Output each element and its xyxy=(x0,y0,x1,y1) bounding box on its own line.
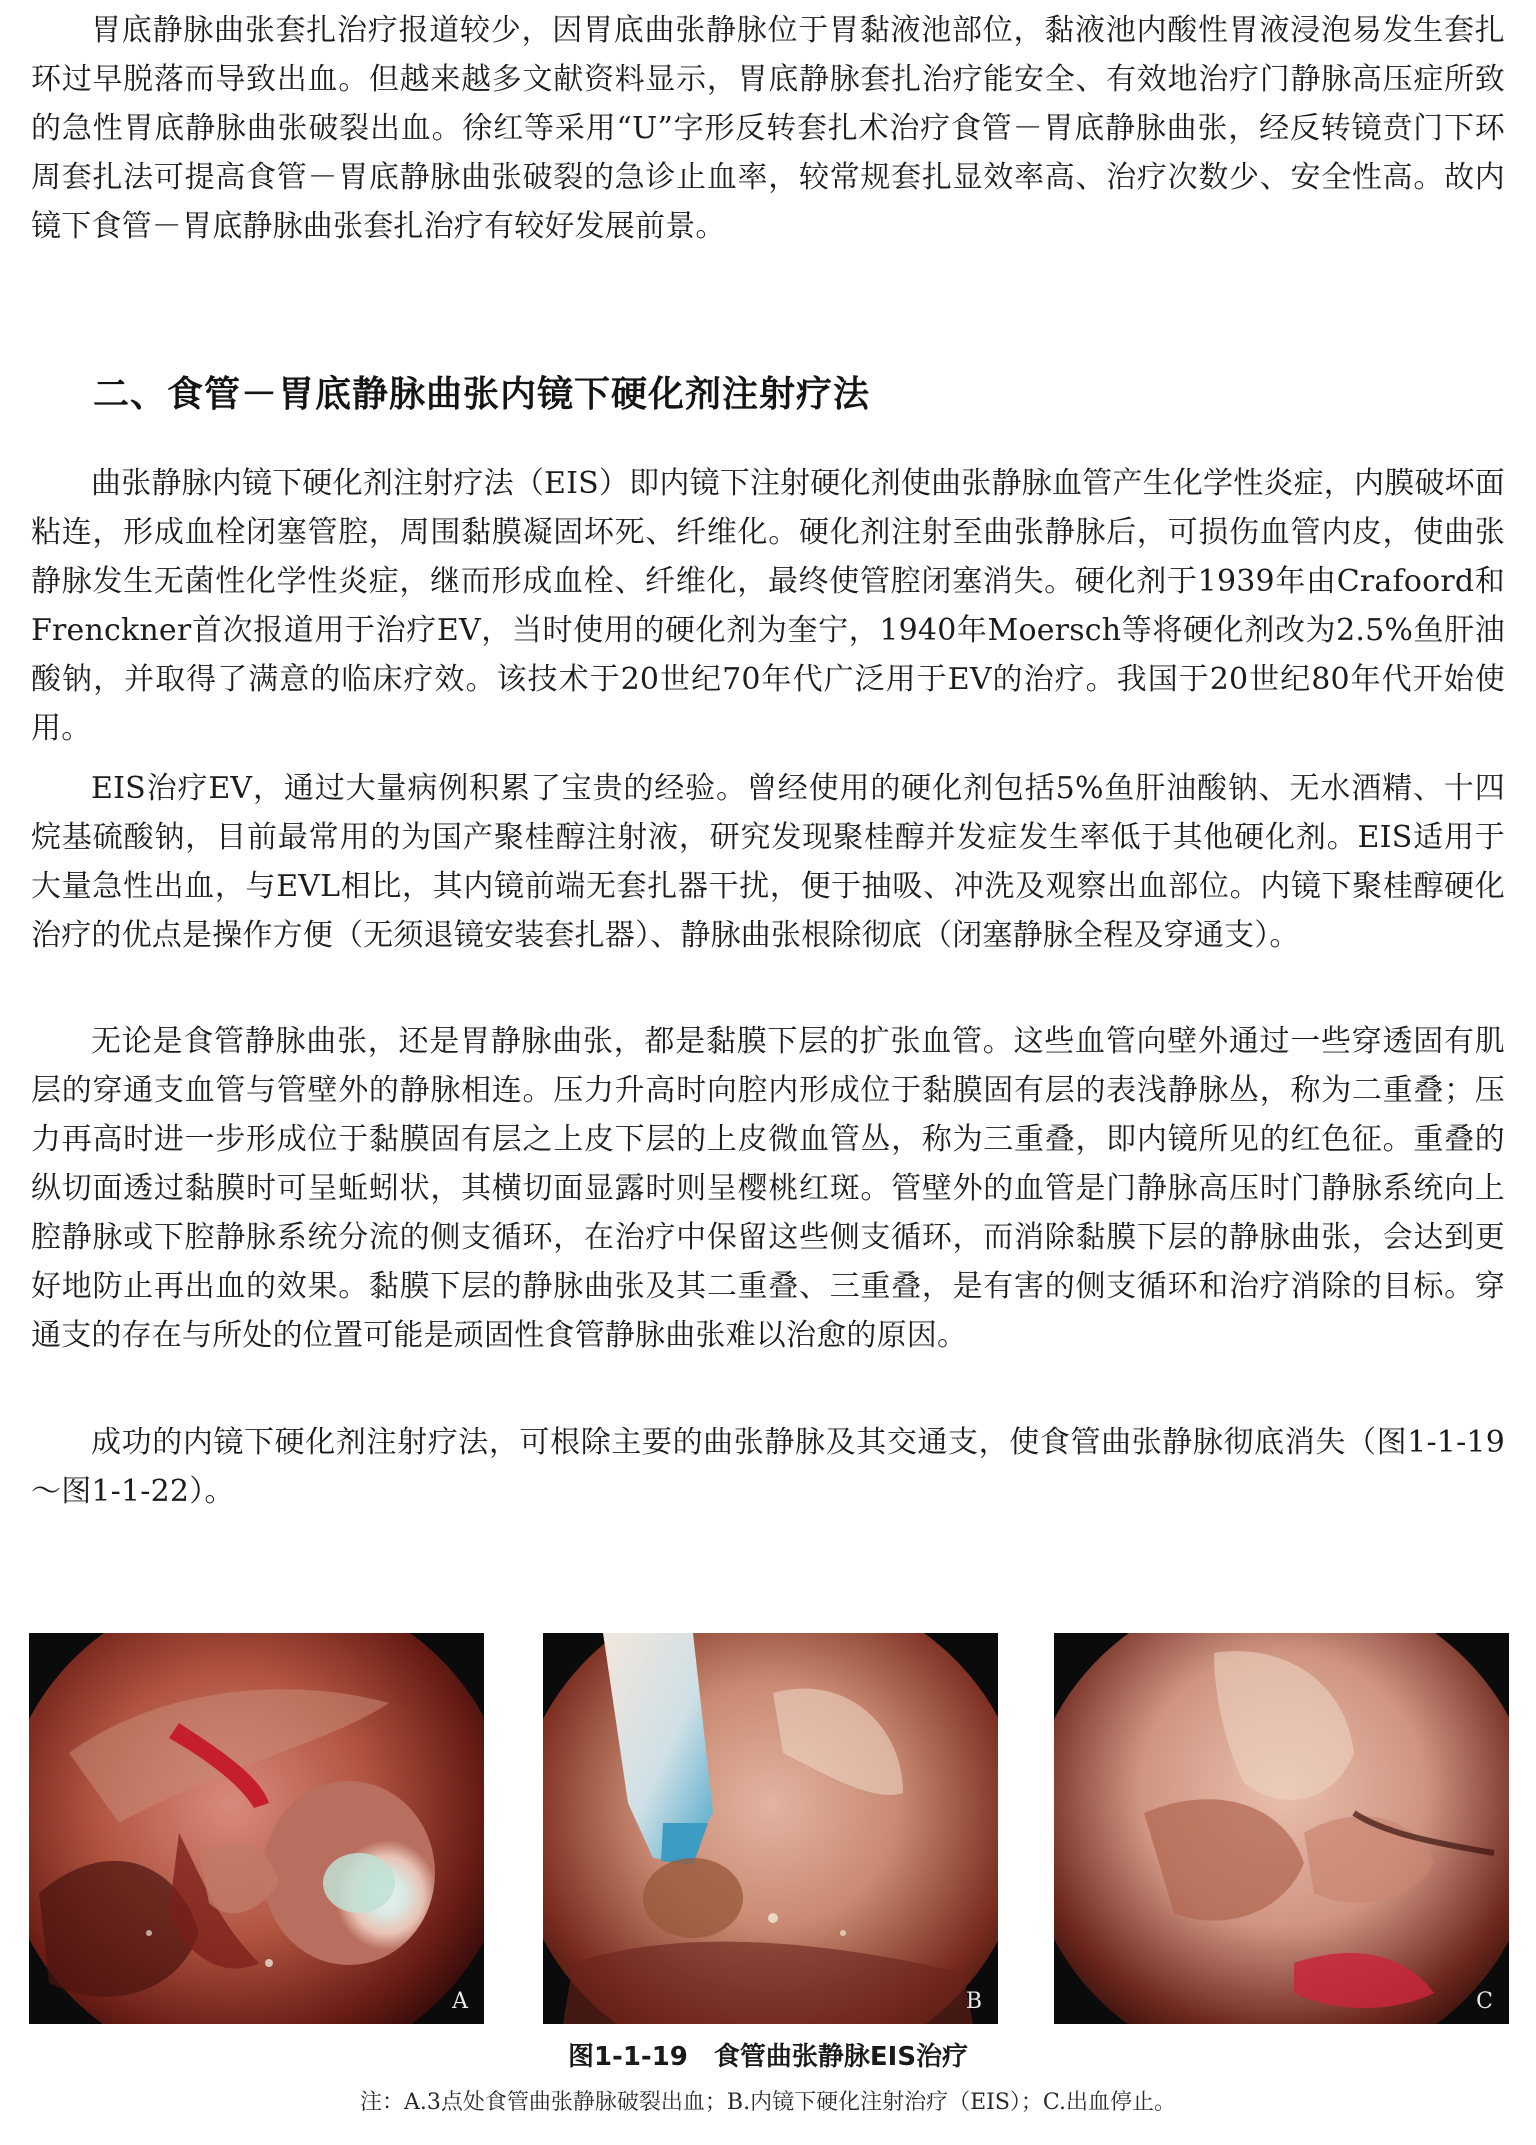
figure-note: 注：A.3点处食管曲张静脉破裂出血；B.内镜下硬化注射治疗（EIS）；C.出血停止。 xyxy=(360,2090,1176,2115)
panel-label-a: A xyxy=(452,1989,468,2014)
figure-caption xyxy=(0,2040,1536,2074)
paragraph-eis-success: 成功的内镜下硬化剂注射疗法，可根除主要的曲张静脉及其交通支，使食管曲张静脉彻底消失（图1-1-19 ～图1-1-22）。 xyxy=(31,1425,1505,1509)
section-heading: 二、食管－胃底静脉曲张内镜下硬化剂注射疗法 xyxy=(93,374,871,415)
paragraph-varix-anatomy: 无论是食管静脉曲张，还是胃静脉曲张，都是黏膜下层的扩张血管。这些血管向壁外通过一些穿透固有肌层的穿通支血管与管壁外的静脉相连。压力升高时向腔内形成位于黏膜固有层的表浅静脉丛，称为二重叠；压力再高时进一步形成位于黏膜固有层之上皮下层的上皮微血管丛，称为三重叠，即内镜所见的红色征。重叠的纵切面透过黏膜时可呈蚯蚓状，其横切面显露时则呈樱桃红斑。管壁外的血管是门静脉高压时门静脉系统向上腔静脉或下腔静脉系统分流的侧支循环，在治疗中保留这些侧支循环，而消除黏膜下层的静脉曲张，会达到更好地防止再出血的效果。黏膜下层的静脉曲张及其二重叠、三重叠，是有害的侧支循环和治疗消除的目标。穿通支的存在与所处的位置可能是顽固性食管静脉曲张难以治愈的原因。 xyxy=(31,1024,1505,1353)
panel-label-c: C xyxy=(1476,1989,1493,2014)
panel-label-b: B xyxy=(965,1989,982,2014)
endoscopy-photo-c xyxy=(1054,1633,1509,2024)
figure-1-1-19 xyxy=(29,1633,1509,2024)
paragraph-gastric-varix-ligation: 胃底静脉曲张套扎治疗报道较少，因胃底曲张静脉位于胃黏液池部位，黏液池内酸性胃液浸泡易发生套扎环过早脱落而导致出血。但越来越多文献资料显示，胃底静脉套扎治疗能安全、有效地治疗门静脉高压症所致的急性胃底静脉曲张破裂出血。徐红等采用“U”字形反转套扎术治疗食管－胃底静脉曲张，经反转镜贲门下环周套扎法可提高食管－胃底静脉曲张破裂的急诊止血率，较常规套扎显效率高、治疗次数少、安全性高。故内镜下食管－胃底静脉曲张套扎治疗有较好发展前景。 xyxy=(31,13,1505,244)
figure-title: 食管曲张静脉EIS治疗 xyxy=(713,2042,969,2072)
endoscopy-image-a xyxy=(29,1633,484,2024)
figure-number: 图1-1-19 xyxy=(567,2042,688,2072)
paragraph-eis-definition: 曲张静脉内镜下硬化剂注射疗法（EIS）即内镜下注射硬化剂使曲张静脉血管产生化学性炎症，内膜破坏面粘连，形成血栓闭塞管腔，周围黏膜凝固坏死、纤维化。硬化剂注射至曲张静脉后，可损伤血管内皮，使曲张静脉发生无菌性化学性炎症，继而形成血栓、纤维化，最终使管腔闭塞消失。硬化剂于1939年由Crafoord和Frenckner首次报道用于治疗EV，当时使用的硬化剂为奎宁，1940年Moersch等将硬化剂改为2.5%鱼肝油酸钠，并取得了满意的临床疗效。该技术于20世纪70年代广泛用于EV的治疗。我国于20世纪80年代开始使用。 xyxy=(31,466,1505,746)
endoscopy-image-c xyxy=(1054,1633,1509,2024)
endoscopy-photo-a xyxy=(29,1633,484,2024)
endoscopy-image-b xyxy=(543,1633,998,2024)
endoscopy-photo-b xyxy=(543,1633,998,2024)
paragraph-eis-experience: EIS治疗EV，通过大量病例积累了宝贵的经验。曾经使用的硬化剂包括5%鱼肝油酸钠、无水酒精、十四烷基硫酸钠，目前最常用的为国产聚桂醇注射液，研究发现聚桂醇并发症发生率低于其他硬化剂。EIS适用于大量急性出血，与EVL相比，其内镜前端无套扎器干扰，便于抽吸、冲洗及观察出血部位。内镜下聚桂醇硬化治疗的优点是操作方便（无须退镜安装套扎器）、静脉曲张根除彻底（闭塞静脉全程及穿通支）。 xyxy=(31,771,1505,953)
